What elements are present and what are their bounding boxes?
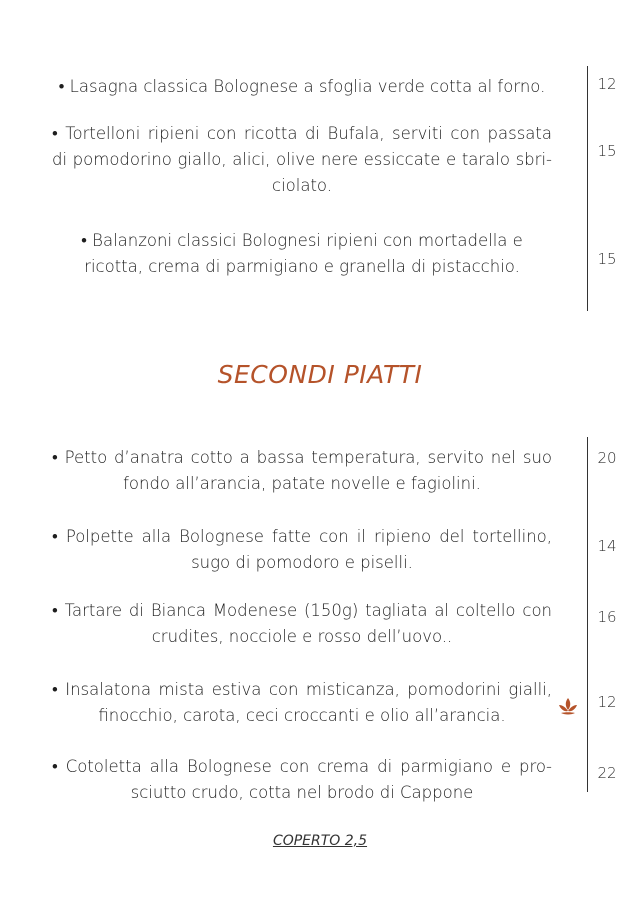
- price-balanzoni: 15: [597, 250, 617, 268]
- price-tortelloni: 15: [597, 142, 617, 160]
- primi-price-divider: [587, 66, 588, 311]
- menu-item-petto-anatra: • Petto d’anatra cotto a bassa temperatura, servito nel suo fondo all’arancia, patate novelle e fagiolini.: [52, 448, 552, 493]
- menu-item-insalatona: • Insalatona mista estiva con misticanza, pomodorini gialli, finocchio, carota, ceci croccanti e olio all’arancia.: [52, 680, 552, 725]
- section-title-secondi: SECONDI PIATTI: [217, 360, 423, 389]
- menu-item-tartare: • Tartare di Bianca Modenese (150g) tagliata al coltello con crudites, nocciole e rosso dell’uovo..: [52, 601, 552, 646]
- menu-item-tortelloni: • Tortelloni ripieni con ricotta di Bufala, serviti con passata di pomodorino giallo, alici, olive nere essiccate e taralo sbriciolato.: [52, 124, 552, 195]
- price-cotoletta: 22: [597, 764, 617, 782]
- price-lasagna: 12: [597, 75, 617, 93]
- menu-item-balanzoni: • Balanzoni classici Bolognesi ripieni con mortadella e ricotta, crema di parmigiano e granella di pistacchio.: [81, 231, 523, 276]
- vegetarian-leaf-icon: [557, 697, 579, 717]
- price-insalatona: 12: [597, 693, 617, 711]
- coperto-label: COPERTO 2,5: [272, 833, 368, 849]
- secondi-price-divider: [587, 437, 588, 792]
- price-tartare: 16: [597, 608, 617, 626]
- price-petto-anatra: 20: [597, 449, 617, 467]
- price-polpette: 14: [597, 537, 617, 555]
- menu-item-lasagna: • Lasagna classica Bolognese a sfoglia verde cotta al forno.: [58, 77, 546, 96]
- menu-item-cotoletta: • Cotoletta alla Bolognese con crema di parmigiano e prosciutto crudo, cotta nel brodo di Cappone: [52, 757, 552, 802]
- menu-item-polpette: • Polpette alla Bolognese fatte con il ripieno del tortellino, sugo di pomodoro e piselli.: [52, 527, 552, 572]
